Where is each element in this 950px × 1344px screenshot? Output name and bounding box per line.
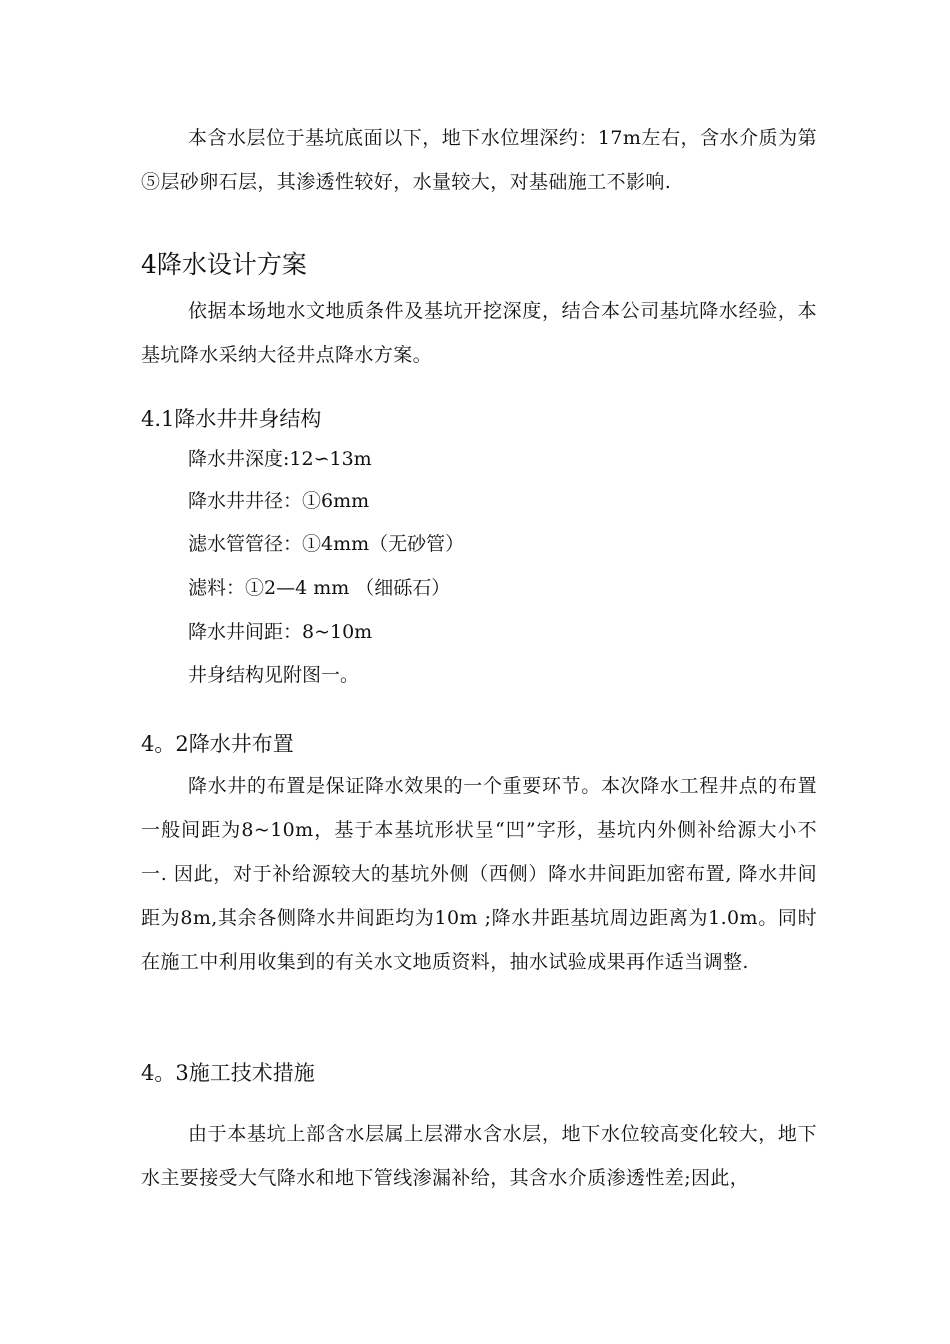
spec-well-diameter: 降水井井径：①6mm [188, 490, 370, 512]
spec-well-spacing: 降水井间距：8~10m [188, 621, 373, 643]
spec-well-depth: 降水井深度:12∽13m [188, 448, 372, 470]
spec-structure-note: 井身结构见附图一。 [188, 664, 360, 686]
spec-filter-material: 滤料：①2—4 mm （细砾石） [188, 577, 451, 599]
paragraph-well-layout: 降水井的布置是保证降水效果的一个重要环节。本次降水工程井点的布置一般间距为8~10m，基于本基坑形状呈“凹”字形，基坑内外侧补给源大小不一. 因此，对于补给源较大的基坑外侧（西侧）降水井间距加密布置, 降水井间距为8m,其余各侧降水井间距均为10m ;降水井距基坑周边距离为1.0m。同时在施工中利用收集到的有关水文地质资料，抽水试验成果再作适当调整. [141, 775, 817, 973]
paragraph-construction-measures: 由于本基坑上部含水层属上层滞水含水层，地下水位较高变化较大，地下水主要接受大气降水和地下管线渗漏补给，其含水介质渗透性差;因此， [141, 1123, 817, 1189]
section-heading-4: 4降水设计方案 [141, 250, 307, 279]
section-heading-4-1: 4.1降水井井身结构 [141, 407, 322, 431]
spec-filter-pipe: 滤水管管径：①4mm（无砂管） [188, 533, 465, 555]
section-heading-4-3: 4。3施工技术措施 [141, 1061, 315, 1085]
paragraph-aquifer: 本含水层位于基坑底面以下，地下水位埋深约：17m左右，含水介质为第⑤层砂卵石层，其渗透性较好，水量较大，对基础施工不影响. [141, 127, 817, 193]
section-heading-4-2: 4。2降水井布置 [141, 732, 294, 756]
paragraph-dewatering-plan: 依据本场地水文地质条件及基坑开挖深度，结合本公司基坑降水经验，本基坑降水采纳大径井点降水方案。 [141, 300, 817, 366]
